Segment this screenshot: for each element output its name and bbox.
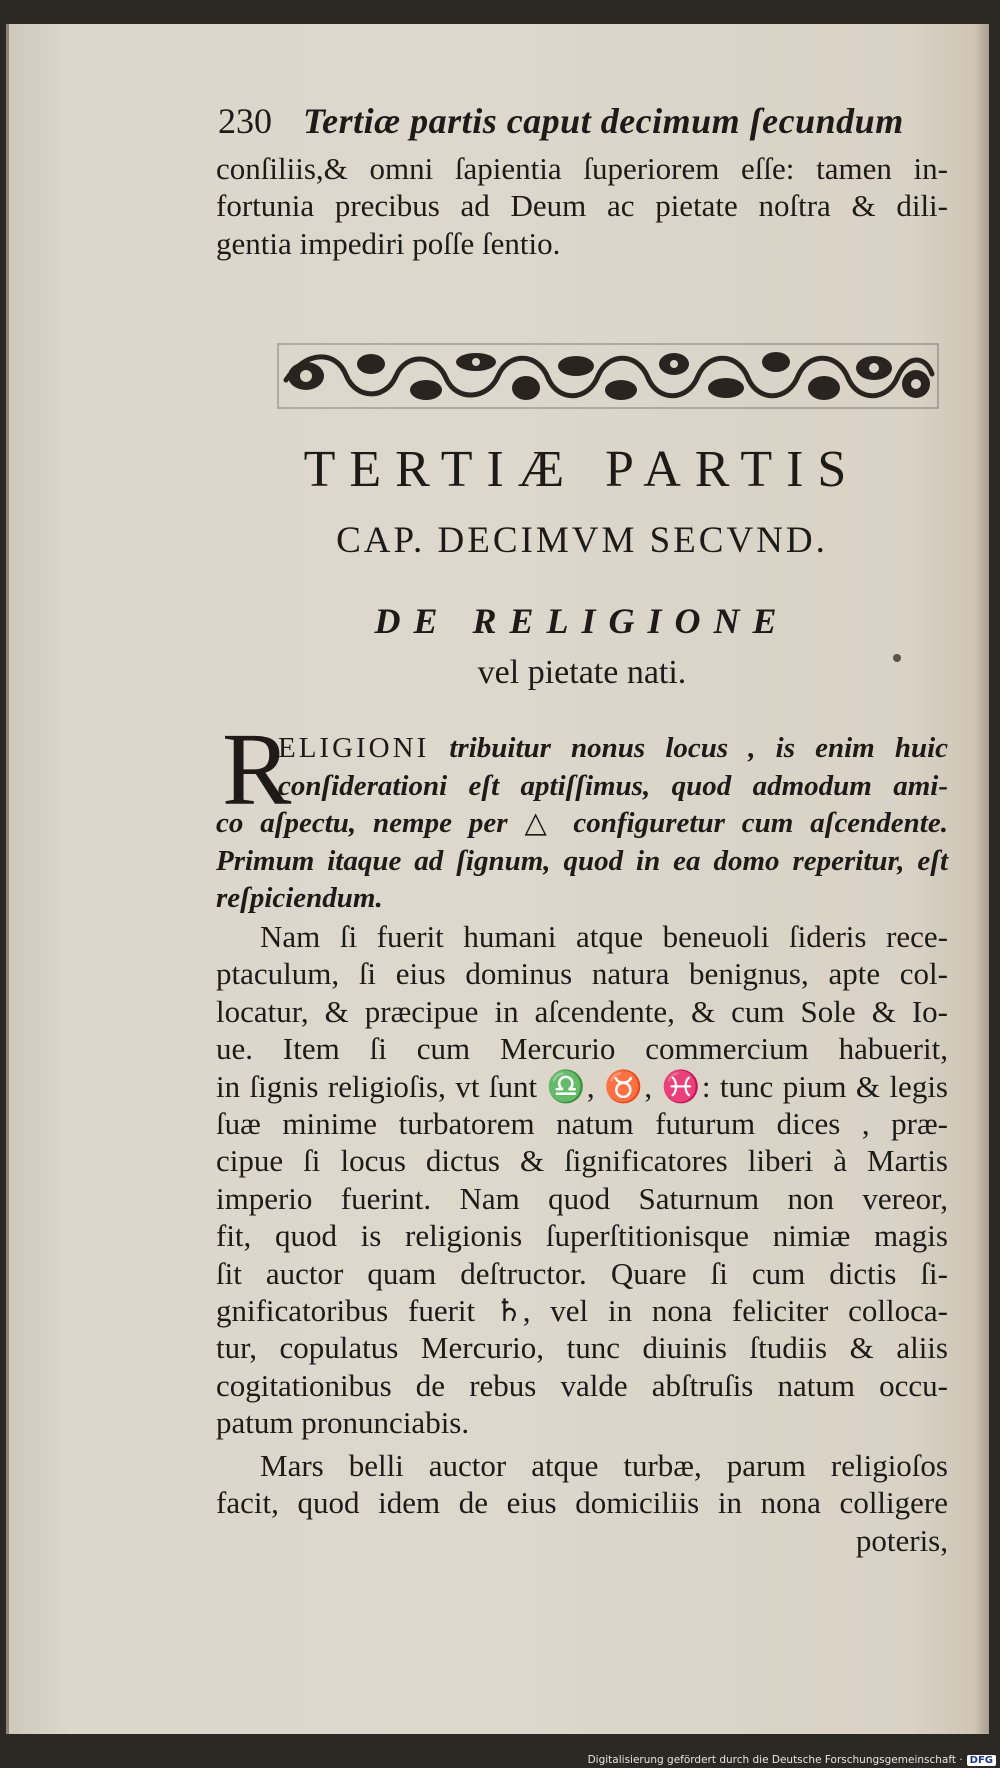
- catchword: poteris,: [855, 1522, 948, 1558]
- text-line: facit, quod idem de eius domiciliis in nona colligere: [216, 1485, 948, 1521]
- text-line: gnificatoribus fuerit ♄, vel in nona feliciter colloca-: [216, 1293, 948, 1329]
- text-line: reſpiciendum.: [216, 882, 383, 915]
- first-paragraph: [216, 730, 948, 918]
- text-line: fit, quod is religionis ſuperſtitionisque nimiæ magis: [216, 1218, 948, 1254]
- previous-paragraph: [216, 150, 948, 262]
- text-line: cipue ſi locus dictus & ſignificatores liberi à Martis: [216, 1143, 948, 1179]
- chapter-number: CAP. DECIMVM SECVND.: [336, 520, 828, 561]
- third-paragraph: [216, 1447, 948, 1559]
- text-fragment: tribuitur nonus locus , is enim huic: [449, 732, 949, 764]
- credit-text: Digitalisierung gefördert durch die Deutsche Forschungsgemeinschaft ·: [587, 1754, 963, 1766]
- page-edge-shadow: [975, 24, 989, 1734]
- text-line: patum pronunciabis.: [216, 1405, 470, 1441]
- digitization-credit: [588, 1754, 996, 1766]
- text-line: ſuæ minime turbatorem natum futurum dices , præ-: [216, 1106, 948, 1142]
- text-line: locatur, & præcipue in aſcendente, & cum Sole & Io-: [216, 993, 948, 1029]
- text-line: gentia impediri poſſe ſentio.: [216, 225, 561, 261]
- drop-cap: R: [222, 712, 292, 827]
- text-line: Nam ſi fuerit humani atque beneuoli ſideris rece-: [260, 919, 948, 954]
- text-line: in ſignis religioſis, vt ſunt ♎, ♉, ♓: tunc pium & legis: [216, 1068, 948, 1104]
- text-line: ſit auctor quam deſtructor. Quare ſi cum dictis ſi-: [216, 1255, 948, 1291]
- text-line: tur, copulatus Mercurio, tunc diuinis ſtudiis & aliis: [216, 1330, 948, 1366]
- ink-spot: [893, 654, 901, 662]
- text-line: [216, 730, 948, 768]
- chapter-title: TERTIÆ PARTIS: [303, 441, 861, 498]
- dfg-logo-icon: DFG: [967, 1755, 996, 1766]
- chapter-subtitle-2: vel pietate nati.: [477, 654, 687, 691]
- text-line: conſiderationi eſt aptiſſimus, quod admodum ami-: [278, 769, 948, 802]
- page-number: 230: [218, 101, 272, 141]
- ornament-headpiece: [276, 340, 940, 412]
- text-line: co aſpectu, nempe per △ configuretur cum aſcendente.: [216, 807, 948, 840]
- chapter-subtitle: DE RELIGIONE: [374, 601, 790, 641]
- text-line: imperio fuerint. Nam quod Saturnum non vereor,: [216, 1180, 948, 1216]
- text-line: conſiliis,& omni ſapientia ſuperiorem eſſe: tamen in-: [216, 151, 948, 186]
- running-head: [218, 100, 904, 142]
- text-line: Mars belli auctor atque turbæ, parum religioſos: [260, 1448, 948, 1483]
- second-paragraph: [216, 918, 948, 1442]
- text-line: ue. Item ſi cum Mercurio commercium habuerit,: [216, 1031, 948, 1067]
- text-line: Primum itaque ad ſignum, quod in ea domo reperitur, eſt: [216, 844, 948, 877]
- initial-word: ELIGIONI: [278, 732, 430, 764]
- running-head-title: Tertiæ partis caput decimum ſecundum: [303, 101, 904, 141]
- text-line: fortunia precibus ad Deum ac pietate noſtra & dili-: [216, 188, 948, 224]
- text-line: cogitationibus de rebus valde abſtruſis natum occu-: [216, 1367, 948, 1403]
- text-line: ptaculum, ſi eius dominus natura benignus, apte col-: [216, 956, 948, 992]
